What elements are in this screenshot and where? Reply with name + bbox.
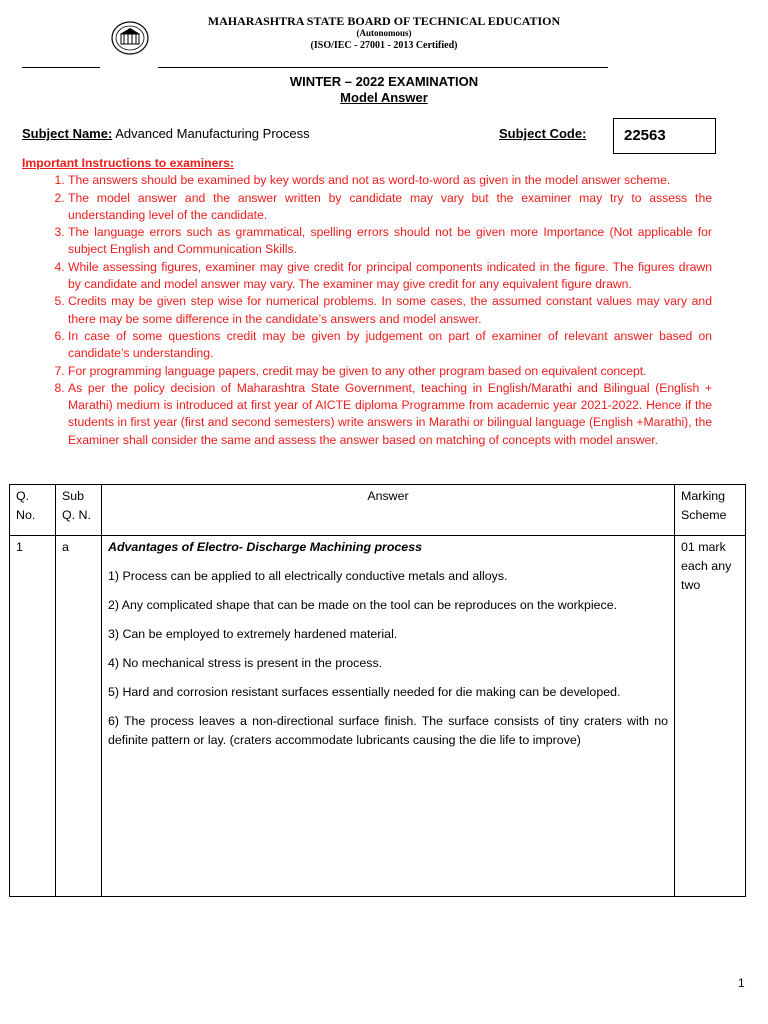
instructions-section — [22, 155, 712, 449]
exam-heading — [0, 74, 768, 106]
table-row — [10, 536, 746, 897]
row-sub-qn: a — [56, 536, 102, 897]
instruction-item: 7. For programming language papers, credit may be given to any other program based on equivalent concept. — [68, 363, 712, 380]
row-marking: 01 mark each any two — [675, 536, 746, 897]
subject-code-line — [499, 126, 586, 142]
subject-name-line — [22, 126, 310, 142]
row-answer — [102, 536, 675, 897]
instruction-item: 3. The language errors such as grammatical, spelling errors should not be given more Importance (Not applicable for subject English and Communication Skills. — [68, 224, 712, 259]
exam-title: WINTER – 2022 EXAMINATION — [289, 74, 479, 89]
certification-label: (ISO/IEC - 27001 - 2013 Certified) — [310, 40, 458, 51]
answer-point: 2) Any complicated shape that can be made on the tool can be reproduces on the workpiece. — [108, 598, 618, 612]
row-q-no: 1 — [10, 536, 56, 897]
header-rule-left — [22, 67, 100, 68]
document-header — [0, 14, 768, 52]
board-name: MAHARASHTRA STATE BOARD OF TECHNICAL EDUCATION — [207, 14, 561, 28]
instructions-list — [22, 172, 712, 449]
answer-point: 5) Hard and corrosion resistant surfaces essentially needed for die making can be developed. — [108, 685, 621, 699]
subject-name-label: Subject Name: — [22, 126, 113, 141]
answer-point: 4) No mechanical stress is present in the process. — [108, 656, 383, 670]
answer-point: 6) The process leaves a non-directional surface finish. The surface consists of tiny craters with no definite pattern or lay. (craters accommodate lubricants causing the die life to improve) — [108, 714, 668, 747]
subject-name: Advanced Manufacturing Process — [115, 126, 310, 141]
header-answer: Answer — [102, 485, 675, 536]
instruction-item: 5. Credits may be given step wise for numerical problems. In some cases, the assumed constant values may vary and there may be some difference in the candidate’s answers and model answer. — [68, 293, 712, 328]
subject-code-label: Subject Code: — [499, 126, 587, 141]
autonomous-label: (Autonomous) — [356, 28, 412, 38]
header-marking: Marking Scheme — [675, 485, 746, 536]
header-q-no: Q. No. — [10, 485, 56, 536]
instruction-item: 4. While assessing figures, examiner may give credit for principal components indicated in the figure. The figures drawn by candidate and model answer may vary. The examiner may give credit for any equivalent figure drawn. — [68, 259, 712, 294]
instruction-item: 1. The answers should be examined by key words and not as word-to-word as given in the model answer scheme. — [68, 172, 712, 189]
instruction-item: 2. The model answer and the answer written by candidate may vary but the examiner may try to assess the understanding level of the candidate. — [68, 190, 712, 225]
page-number: 1 — [738, 976, 745, 990]
answer-point: 3) Can be employed to extremely hardened material. — [108, 627, 398, 641]
header-rule-right — [158, 67, 608, 68]
header-sub-qn: Sub Q. N. — [56, 485, 102, 536]
answer-title: Advantages of Electro- Discharge Machining process — [108, 540, 422, 554]
answer-point: 1) Process can be applied to all electrically conductive metals and alloys. — [108, 569, 508, 583]
instruction-item: 6. In case of some questions credit may be given by judgement on part of examiner of relevant answer based on candidate’s understanding. — [68, 328, 712, 363]
instruction-item: 8. As per the policy decision of Maharashtra State Government, teaching in English/Marathi and Bilingual (English + Marathi) medium is introduced at first year of AICTE diploma Programme from academic year 2021-2022. Hence if the students in first year (first and second semesters) write answers in Marathi or bilingual language (English +Marathi), the Examiner shall consider the same and assess the answer based on matching of concepts with model answer. — [68, 380, 712, 449]
subject-code-box: 22563 — [613, 118, 716, 154]
instructions-heading: Important Instructions to examiners: — [22, 156, 234, 170]
table-header-row — [10, 485, 746, 536]
answer-table — [9, 484, 746, 897]
exam-subtitle: Model Answer — [340, 90, 428, 105]
